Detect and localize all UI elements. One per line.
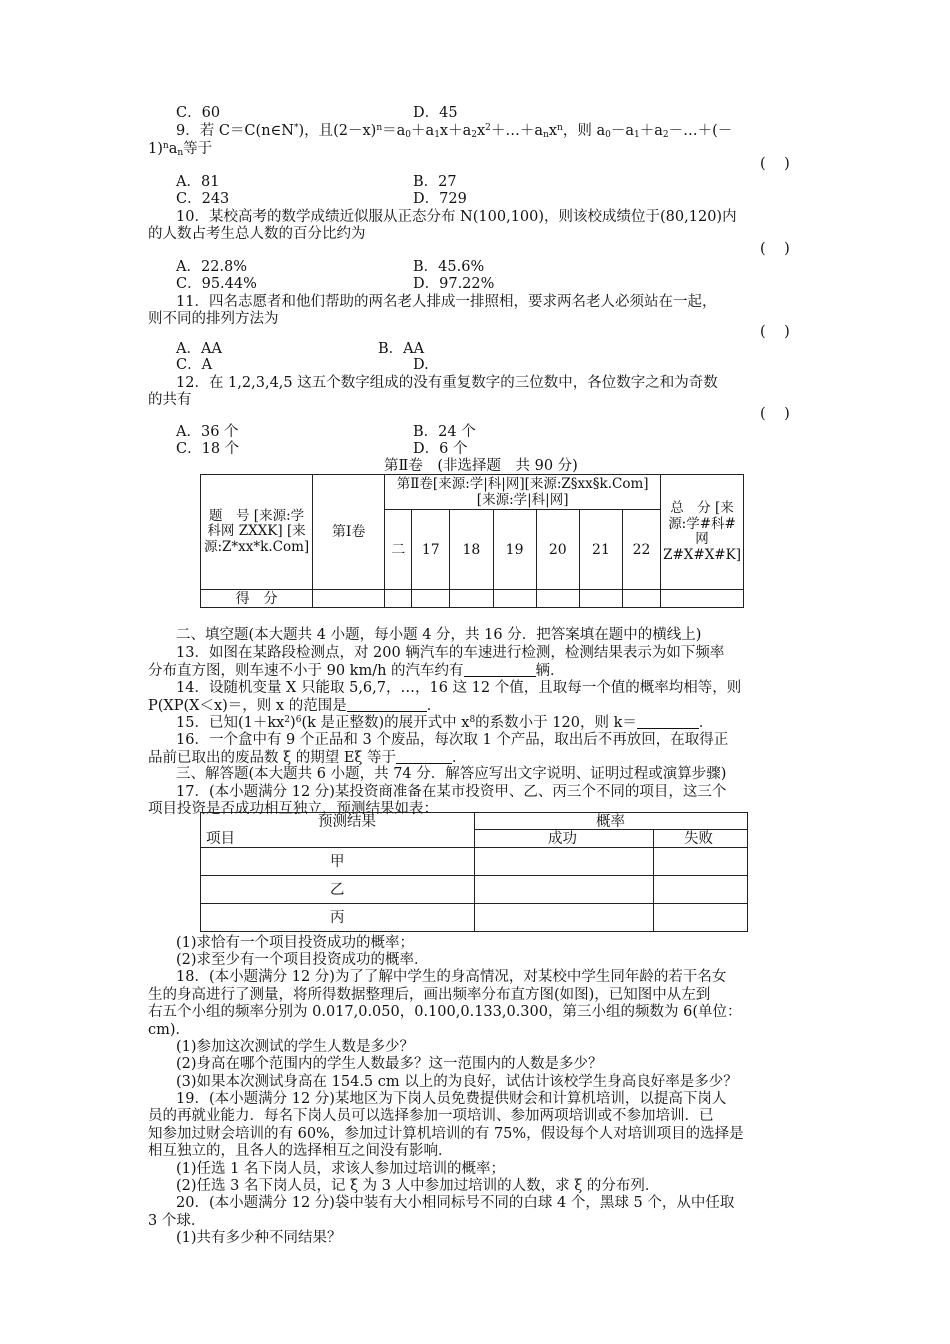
section2-heading: 二、填空题(本大题共 4 小题，每小题 4 分，共 16 分．把答案填在题中的横线上) xyxy=(176,627,702,643)
q19-line2: 员的再就业能力．每名下岗人员可以选择参加一项培训、参加两项培训或不参加培训．已 xyxy=(148,1108,714,1124)
q18-line4: cm)． xyxy=(148,1022,191,1038)
q18-line3: 右五个小组的频率分别为 0.017,0.050，0.100,0.133,0.300，第三小组的频数为 6(单位： xyxy=(148,1004,742,1020)
q10-option-a: A．22.8% xyxy=(176,259,248,275)
q19-sub2: (2)任选 3 名下岗人员，记 ξ 为 3 人中参加过培训的人数，求 ξ 的分布列． xyxy=(176,1178,660,1194)
q17-sub2: (2)求至少有一个项目投资成功的概率． xyxy=(176,952,429,968)
q9-option-b: B．27 xyxy=(413,174,457,190)
score-table-part2-header: 第Ⅱ卷[来源:学|科|网][来源:Z§xx§k.Com][来源:学|科|网] xyxy=(385,475,661,510)
q16-answer-blank[interactable] xyxy=(396,749,452,764)
q17-table-row-yi: 乙 xyxy=(330,882,345,898)
score-table-col-22: 22 xyxy=(623,510,661,590)
q11-option-b: B．AA xyxy=(378,341,425,357)
q15-answer-blank[interactable] xyxy=(637,714,699,729)
q10-answer-paren: ( ) xyxy=(760,241,790,257)
q18-line1: 18．(本小题满分 12 分)为了了解中学生的身高情况，对某校中学生同年龄的若干名女 xyxy=(176,969,727,985)
q13-line2: 分布直方图，则车速不小于 90 km/h 的汽车约有 辆． xyxy=(148,663,565,679)
q17-line2: 项目投资是否成功相互独立，预测结果如表： xyxy=(148,801,438,817)
q9-line2: $1)^na_n$等于 xyxy=(148,141,213,158)
q11-line1: 11．四名志愿者和他们帮助的两名老人排成一排照相，要求两名老人必须站在一起， xyxy=(176,294,717,310)
q17-table-row-jia: 甲 xyxy=(330,854,345,870)
q8-option-d: D．45 xyxy=(413,105,458,121)
q17-line1: 17．(本小题满分 12 分)某投资商准备在某市投资甲、乙、丙三个不同的项目，这三个 xyxy=(176,784,727,800)
score-cell xyxy=(385,590,412,608)
score-cell xyxy=(536,590,579,608)
q11-option-d: D. xyxy=(413,357,429,373)
q17-sub1: (1)求恰有一个项目投资成功的概率； xyxy=(176,935,415,951)
q9-option-d: D．729 xyxy=(413,191,467,207)
score-cell xyxy=(661,590,744,608)
q8-option-c: C．60 xyxy=(176,105,221,121)
score-table-score-label: 得 分 xyxy=(201,590,313,608)
q12-line2: 的共有 xyxy=(148,392,192,408)
q10-line2: 的人数占考生总人数的百分比约为 xyxy=(148,226,366,242)
q18-sub2: (2)身高在哪个范围内的学生人数最多？这一范围内的人数是多少？ xyxy=(176,1056,603,1072)
q10-option-c: C．95.44% xyxy=(176,276,257,292)
q11-option-a: A．AA xyxy=(176,341,222,357)
q12-option-a: A．36 个 xyxy=(176,424,239,440)
q14-answer-blank[interactable] xyxy=(347,697,427,712)
q15-line: 15．已知$(1+kx^2)^6(k$ 是正整数)的展开式中 $x^8$的系数小于 120，则 k＝ ． xyxy=(176,715,714,731)
q14-line1: 14．设随机变量 X 只能取 5,6,7，…，16 这 12 个值，且取每一个值的概率均相等，则 xyxy=(176,680,742,696)
q11-option-c: C．A xyxy=(176,357,213,373)
q18-sub1: (1)参加这次测试的学生人数是多少？ xyxy=(176,1039,415,1055)
q17-table-prob-header: 概率 xyxy=(596,814,625,830)
score-table-col-17: 17 xyxy=(412,510,450,590)
score-table-col-2: 二 xyxy=(385,510,412,590)
q17-table xyxy=(200,812,748,932)
q17-table-diag-top: 预测结果 xyxy=(318,814,376,830)
q12-answer-paren: ( ) xyxy=(760,406,790,422)
q18-sub3: (3)如果本次测试身高在 154.5 cm 以上的为良好，试估计该校学生身高良好率是多少？ xyxy=(176,1074,738,1090)
q12-line1: 12．在 1,2,3,4,5 这五个数字组成的没有重复数字的三位数中，各位数字之和为奇数 xyxy=(176,375,718,391)
score-cell xyxy=(623,590,661,608)
score-table-col-19: 19 xyxy=(493,510,536,590)
q20-sub1: (1)共有多少种不同结果？ xyxy=(176,1230,342,1246)
q16-line2: 品前已取出的废品数 ξ 的期望 Eξ 等于 ． xyxy=(148,750,467,766)
score-cell xyxy=(579,590,622,608)
section3-heading: 三、解答题(本大题共 6 小题，共 74 分．解答应写出文字说明、证明过程或演算步骤) xyxy=(176,766,727,782)
q11-line2: 则不同的排列方法为 xyxy=(148,311,279,327)
score-table xyxy=(200,474,744,608)
q9-answer-paren: ( ) xyxy=(760,156,790,172)
score-cell xyxy=(450,590,493,608)
q12-option-d: D．6 个 xyxy=(413,441,468,457)
q10-line1: 10．某校高考的数学成绩近似服从正态分布 N(100,100)，则该校成绩位于(80,120)内 xyxy=(176,209,737,225)
q20-line2: 3 个球． xyxy=(148,1213,206,1229)
q19-line4: 相互独立的，且各人的选择相互之间没有影响． xyxy=(148,1143,453,1159)
q17-table-diag-bottom: 项目 xyxy=(206,831,235,847)
q17-table-fail-header: 失败 xyxy=(684,831,713,847)
score-cell xyxy=(313,590,385,608)
q17-table-row-bing: 丙 xyxy=(330,910,345,926)
q13-answer-blank[interactable] xyxy=(464,662,536,677)
q12-option-b: B．24 个 xyxy=(413,424,476,440)
q11-answer-paren: ( ) xyxy=(760,324,790,340)
q17-table-success-header: 成功 xyxy=(548,831,577,847)
q10-option-b: B．45.6% xyxy=(413,259,485,275)
score-table-part1-header: 第Ⅰ卷 xyxy=(313,475,385,590)
score-table-total-header: 总 分 [来源:学#科#网 Z#X#X#K] xyxy=(661,475,744,590)
q14-line2: P(XP(X＜x)＝，则 x 的范围是 ． xyxy=(148,698,442,714)
q9-option-c: C．243 xyxy=(176,191,230,207)
q18-line2: 生的身高进行了测量，将所得数据整理后，画出频率分布直方图(如图)，已知图中从左到 xyxy=(148,987,711,1003)
q19-sub1: (1)任选 1 名下岗人员，求该人参加过培训的概率； xyxy=(176,1161,505,1177)
score-table-col1-header: 题 号 [来源:学科网 ZXXK] [来源:Z*xx*k.Com] xyxy=(201,475,313,590)
score-cell xyxy=(493,590,536,608)
part2-title: 第Ⅱ卷 (非选择题 共 90 分) xyxy=(384,458,578,474)
q20-line1: 20．(本小题满分 12 分)袋中装有大小相同标号不同的白球 4 个，黑球 5 个，从中任取 xyxy=(176,1195,735,1211)
q13-line1: 13．如图在某路段检测点，对 200 辆汽车的车速进行检测，检测结果表示为如下频率 xyxy=(176,645,725,661)
score-table-col-20: 20 xyxy=(536,510,579,590)
q9-option-a: A．81 xyxy=(176,174,220,190)
q16-line1: 16．一个盒中有 9 个正品和 3 个废品，每次取 1 个产品，取出后不再放回，在取得正 xyxy=(176,732,729,748)
q19-line3: 知参加过财会培训的有 60%，参加过计算机培训的有 75%，假设每个人对培训项目的选择是 xyxy=(148,1126,744,1142)
q12-option-c: C．18 个 xyxy=(176,441,240,457)
q19-line1: 19．(本小题满分 12 分)某地区为下岗人员免费提供财会和计算机培训，以提高下岗人 xyxy=(176,1091,727,1107)
score-table-col-18: 18 xyxy=(450,510,493,590)
q10-option-d: D．97.22% xyxy=(413,276,495,292)
q17-table-grid xyxy=(200,812,748,932)
score-cell xyxy=(412,590,450,608)
score-table-col-21: 21 xyxy=(579,510,622,590)
q9-line1: 9．若 C＝C(n∈N*)，且$(2-x)^n=a_0+a_1x+a_2x^2+\dots+a_nx^n$，则 $a_0-a_1+a_2-\dots+(-$ xyxy=(176,123,733,140)
